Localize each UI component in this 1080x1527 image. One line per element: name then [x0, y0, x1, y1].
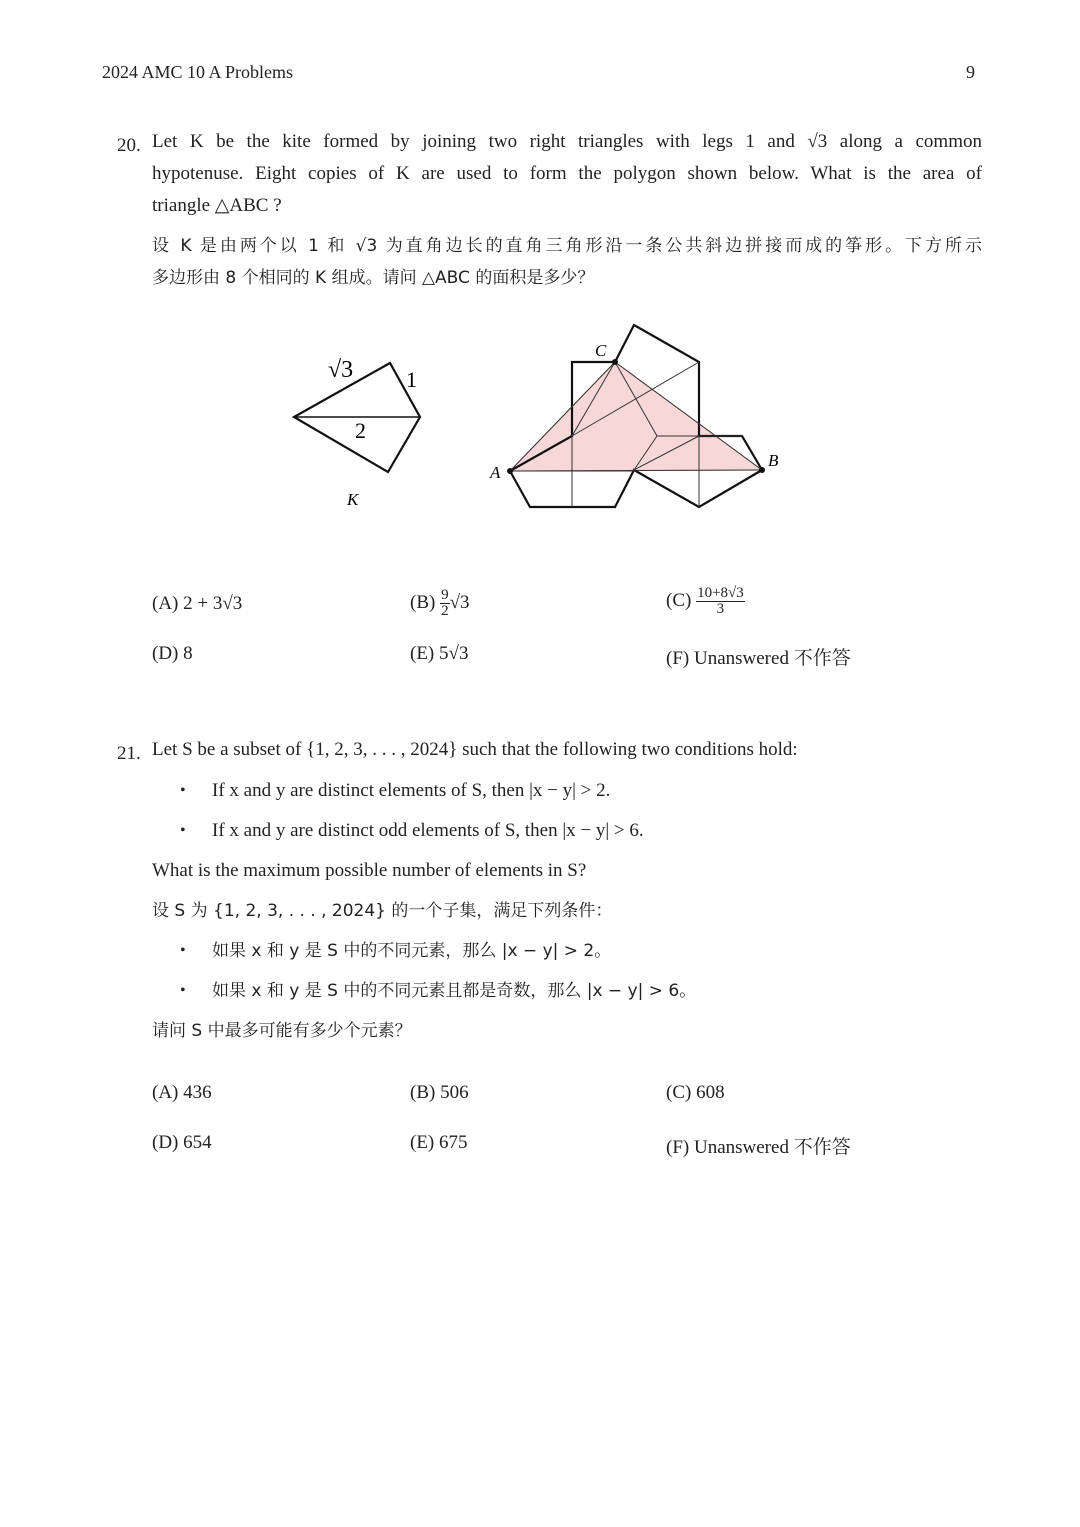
p20-choice-b-denominator: 2 — [441, 603, 449, 619]
problem-20-cn-line-1: 设 K 是由两个以 1 和 √3 为直角边长的直角三角形沿一条公共斜边拼接而成的筝形。下方所示 — [152, 236, 982, 256]
point-c-label: C — [595, 341, 607, 360]
page-header-title: 2024 AMC 10 A Problems — [102, 62, 294, 82]
p20-choice-b-numerator: 9 — [441, 587, 449, 603]
point-b-dot — [759, 467, 765, 473]
kite-label-1: 1 — [406, 367, 417, 392]
p21-choice-c-letter: (C) — [666, 1082, 692, 1103]
p20-choice-d-letter: (D) — [152, 643, 179, 664]
p21-cn-question: 请问 S 中最多可能有多少个元素？ — [152, 1021, 412, 1041]
p21-choice-f — [666, 1132, 851, 1159]
p20-choice-f — [666, 643, 851, 670]
p20-choice-c — [666, 586, 745, 617]
p20-choice-e-text: 5√3 — [439, 643, 469, 664]
p20-choice-c-letter: (C) — [666, 589, 692, 611]
p21-choice-e-text: 675 — [439, 1132, 468, 1153]
p20-choice-f-letter: (F) — [666, 648, 690, 669]
p21-choice-f-text: Unanswered 不作答 — [693, 1137, 851, 1158]
kite-diagram — [294, 357, 420, 509]
page-number: 9 — [966, 62, 975, 82]
p20-choice-b-fraction — [440, 588, 450, 619]
problem-20-en-line-2: hypotenuse. Eight copies of K are used to form the polygon shown below. What is the area of — [152, 163, 982, 184]
point-a-label: A — [490, 463, 501, 482]
p20-choice-d — [152, 643, 193, 665]
point-c-dot — [612, 359, 618, 365]
p21-choice-d-text: 654 — [183, 1132, 212, 1153]
p21-choice-b-letter: (B) — [410, 1082, 436, 1103]
p21-choice-c — [666, 1082, 725, 1104]
problem-20-en-line-1: Let K be the kite formed by joining two right triangles with legs 1 and √3 along a common — [152, 131, 982, 152]
p20-choice-a-text: 2 + 3√3 — [183, 593, 243, 614]
p20-choice-f-text: Unanswered 不作答 — [693, 648, 851, 669]
p21-en-bullet-1: If x and y are distinct elements of S, then |x − y| > 2. — [212, 780, 611, 801]
p21-en-question: What is the maximum possible number of elements in S? — [152, 860, 587, 881]
p21-cn-bullet-1: 如果 x 和 y 是 S 中的不同元素，那么 |x − y| > 2。 — [212, 941, 612, 961]
triangle-abc-fill — [510, 362, 762, 471]
p21-choice-d — [152, 1132, 212, 1154]
p20-choice-a — [152, 593, 242, 615]
p21-choice-a-text: 436 — [183, 1082, 212, 1103]
p20-choice-b — [410, 588, 470, 619]
p21-choice-f-letter: (F) — [666, 1137, 690, 1158]
p20-choice-e — [410, 643, 468, 665]
p21-choice-a-letter: (A) — [152, 1082, 179, 1103]
p21-cn-intro: 设 S 为 {1, 2, 3, . . . , 2024} 的一个子集，满足下列条件： — [152, 901, 613, 921]
p21-cn-bullet-1-marker: • — [180, 942, 186, 959]
p20-choice-a-letter: (A) — [152, 593, 179, 614]
point-b-label: B — [768, 451, 779, 470]
point-a-dot — [507, 468, 513, 474]
p21-cn-bullet-2-marker: • — [180, 982, 186, 999]
p21-choice-e — [410, 1132, 468, 1154]
p20-choice-d-text: 8 — [183, 643, 193, 664]
p21-choice-b-text: 506 — [440, 1082, 469, 1103]
p21-choice-b — [410, 1082, 469, 1104]
p20-choice-c-fraction — [696, 586, 745, 617]
p21-en-bullet-2-marker: • — [180, 822, 186, 839]
problem-20-en-line-3: triangle △ABC ? — [152, 195, 282, 216]
p21-en-bullet-2: If x and y are distinct odd elements of S, then |x − y| > 6. — [212, 820, 644, 841]
p21-choice-d-letter: (D) — [152, 1132, 179, 1153]
p21-choice-a — [152, 1082, 212, 1104]
p21-en-bullet-1-marker: • — [180, 782, 186, 799]
problem-20-cn-line-2: 多边形由 8 个相同的 K 组成。请问 △ABC 的面积是多少？ — [152, 268, 595, 288]
p20-choice-e-letter: (E) — [410, 643, 435, 664]
p20-choice-c-numerator: 10+8√3 — [697, 585, 744, 601]
p21-choice-e-letter: (E) — [410, 1132, 435, 1153]
p20-choice-c-denominator: 3 — [716, 601, 725, 617]
kite-label-sqrt3: √3 — [328, 357, 354, 383]
kite-label-2: 2 — [355, 418, 366, 443]
p20-choice-b-tail: √3 — [449, 591, 470, 613]
problem-20-figure — [0, 0, 1080, 560]
kite-caption: K — [347, 490, 359, 509]
problem-21-number: 21. — [117, 743, 141, 764]
problem-20-number: 20. — [117, 135, 141, 156]
p21-cn-bullet-2: 如果 x 和 y 是 S 中的不同元素且都是奇数，那么 |x − y| > 6。 — [212, 981, 697, 1001]
p21-choice-c-text: 608 — [696, 1082, 725, 1103]
problem-21-intro-en: Let S be a subset of {1, 2, 3, . . . , 2024} such that the following two conditions hold: — [152, 739, 798, 760]
p20-choice-b-letter: (B) — [410, 591, 436, 613]
polygon-diagram — [489, 325, 779, 507]
